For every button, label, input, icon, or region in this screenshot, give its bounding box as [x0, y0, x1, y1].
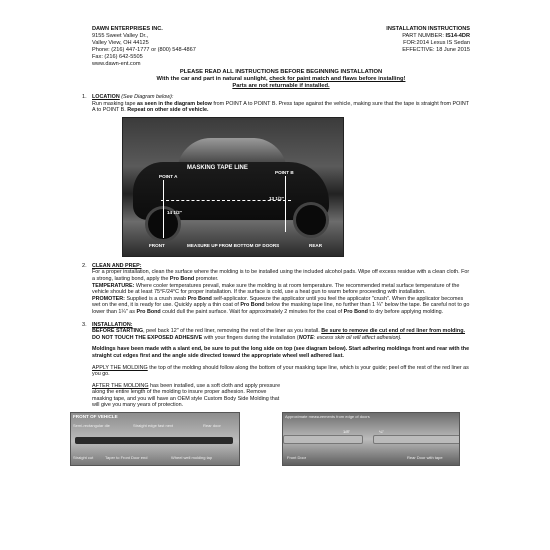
section-number: 2. [82, 262, 87, 269]
rear-measurement: 13 1/2" [269, 195, 284, 201]
section-number: 1. [82, 94, 87, 100]
after-molding-text: AFTER THE MOLDING has been installed, use a soft cloth and apply pressure along the entire length of the molding to insure proper adhesion. Remove masking tape, and you will have an OEM style Custom Body Side Molding that will give you many years of protection. [92, 382, 281, 409]
molding-strip [75, 437, 233, 444]
notice-line-2a: With the car and part in natural sunlight, [156, 76, 270, 82]
important-notice [92, 69, 470, 90]
section-subtitle: (See Diagram below): [119, 94, 174, 100]
before-starting-text: BEFORE STARTING, peel back 12" of the red liner, removing the rest of the liner as you install. Be sure to remove die cut end of red liner from molding. DO NOT TOUCH THE EXPOSED ADHESIVE with your fingers during the installation (NOTE: excess skin oil will affect adhesion). [92, 328, 466, 341]
clean-text: For a proper installation, clean the surface where the molding is to be installed using the included alcohol pads. Wipe off excess residue with a clean cloth. For a strong, lasting bond, apply the Pro Bond promoter. [92, 269, 470, 282]
section-clean-prep [82, 262, 470, 316]
location-text: Run masking tape as seen in the diagram below from POINT A to POINT B. Press tape against the vehicle, making sure that the tape is straight from POINT A to POINT B. Repeat on other side of vehicle. [92, 100, 469, 114]
section-location [82, 94, 470, 257]
part-number-line [386, 33, 470, 40]
document-header [92, 26, 470, 68]
point-b-label: POINT B [275, 169, 294, 175]
front-measurement: 14 1/2" [167, 209, 182, 215]
photo-label: Semi-rectangular die [73, 423, 110, 429]
photo-label: Rear door [203, 423, 221, 429]
photo-label: Front Door [287, 455, 307, 461]
photo-label: Straight cut [73, 455, 94, 461]
measure-instruction: MEASURE UP FROM BOTTOM OF DOORS [187, 242, 280, 248]
doc-info [386, 26, 470, 68]
temperature-text: TEMPERATURE: Where cooler temperatures prevail, make sure the molding is at room temperature. The recommended metal surface temperature of the vehicle should be at least 75°F/24°C for proper installation. If the surface is cold, use a heat gun to warm before proceeding with installation. [92, 282, 460, 296]
notice-line-3: Parts are not returnable if installed. [232, 83, 330, 89]
photo-label: Taper to Front Door end [105, 455, 148, 461]
rear-measure-line [285, 176, 286, 232]
rear-label: REAR [309, 242, 323, 248]
section-installation [73, 321, 470, 465]
notice-line-1: PLEASE READ ALL INSTRUCTIONS BEFORE BEGINNING INSTALLATION [179, 69, 383, 75]
front-molding [283, 435, 363, 444]
section-title: CLEAN AND PREP: [92, 262, 142, 269]
notice-line-2 [92, 76, 470, 83]
instruction-sheet [73, 26, 470, 464]
doc-title: INSTALLATION INSTRUCTIONS [386, 26, 470, 32]
section-number: 3. [82, 321, 87, 328]
address-line-1: 9155 Sweet Valley Dr., [92, 33, 149, 39]
gap-measurement: 1/8" [343, 429, 350, 435]
company-info [92, 26, 196, 68]
company-name: DAWN ENTERPRISES INC. [92, 26, 163, 32]
photo-title: FRONT OF VEHICLE [73, 414, 118, 420]
phone: Phone: (216) 447-1777 or (800) 548-4867 [92, 47, 196, 53]
vehicle-fit: FOR:2014 Lexus IS Sedan [403, 40, 470, 46]
apply-molding-text: APPLY THE MOLDING the top of the molding should follow along the bottom of your masking tape line, which is your guide; peel off the rest of the red liner as you go. [92, 364, 469, 378]
front-measure-line [163, 180, 164, 238]
address-line-2: Valley View, OH 44125 [92, 40, 149, 46]
door-gap-photo [282, 412, 460, 466]
photo-label: Approximate measurements from edge of doors [285, 414, 370, 420]
section-title: INSTALLATION: [92, 321, 133, 328]
slant-end-text: Moldings have been made with a slant end, be sure to put the long side on top (see diagram below). Start adhering moldings front and rear with the straight cut edges first and the angle side directed toward the appropriate wheel well adhered last. [92, 346, 470, 359]
effective-date: EFFECTIVE: 18 June 2015 [402, 47, 470, 53]
photo-label: Rear Door with tape [407, 455, 443, 461]
photo-label: Wheel well molding tap [171, 455, 213, 461]
molding-photos [73, 412, 470, 464]
front-label: FRONT [149, 242, 165, 248]
masking-tape-label: MASKING TAPE LINE [187, 164, 248, 171]
part-label: PART NUMBER: [402, 33, 446, 39]
front-vehicle-photo [70, 412, 240, 466]
promoter-text: PROMOTER: Supplied is a crush swab Pro Bond self-applicator. Squeeze the applicator until you feel the applicator "crush". When the applicator becomes wet on the end, it is ready for use. Quickly apply a thin coat of Pro Bond below the masking tape line, no further than 1 ¼" below the tape. Be careful not to go lower than 1¼" as Pro Bond could dull the paint surface. Wait for approximately 2 minutes for the coat of Pro Bond to dry before applying molding. [92, 295, 470, 315]
website: www.dawn-ent.com [92, 61, 141, 67]
rear-molding [373, 435, 460, 444]
photo-label: Straight edge fast next [133, 423, 174, 429]
vehicle-diagram-photo [122, 117, 344, 257]
rear-wheel [293, 202, 329, 238]
section-title: LOCATION [92, 94, 120, 100]
notice-line-2b: check for paint match and flaws before installing! [269, 76, 406, 82]
part-number: IS14-4DR [445, 33, 470, 39]
fax: Fax: (216) 642-5505 [92, 54, 143, 60]
point-a-label: POINT A [159, 173, 178, 179]
gap-measurement: ¼" [379, 429, 384, 435]
